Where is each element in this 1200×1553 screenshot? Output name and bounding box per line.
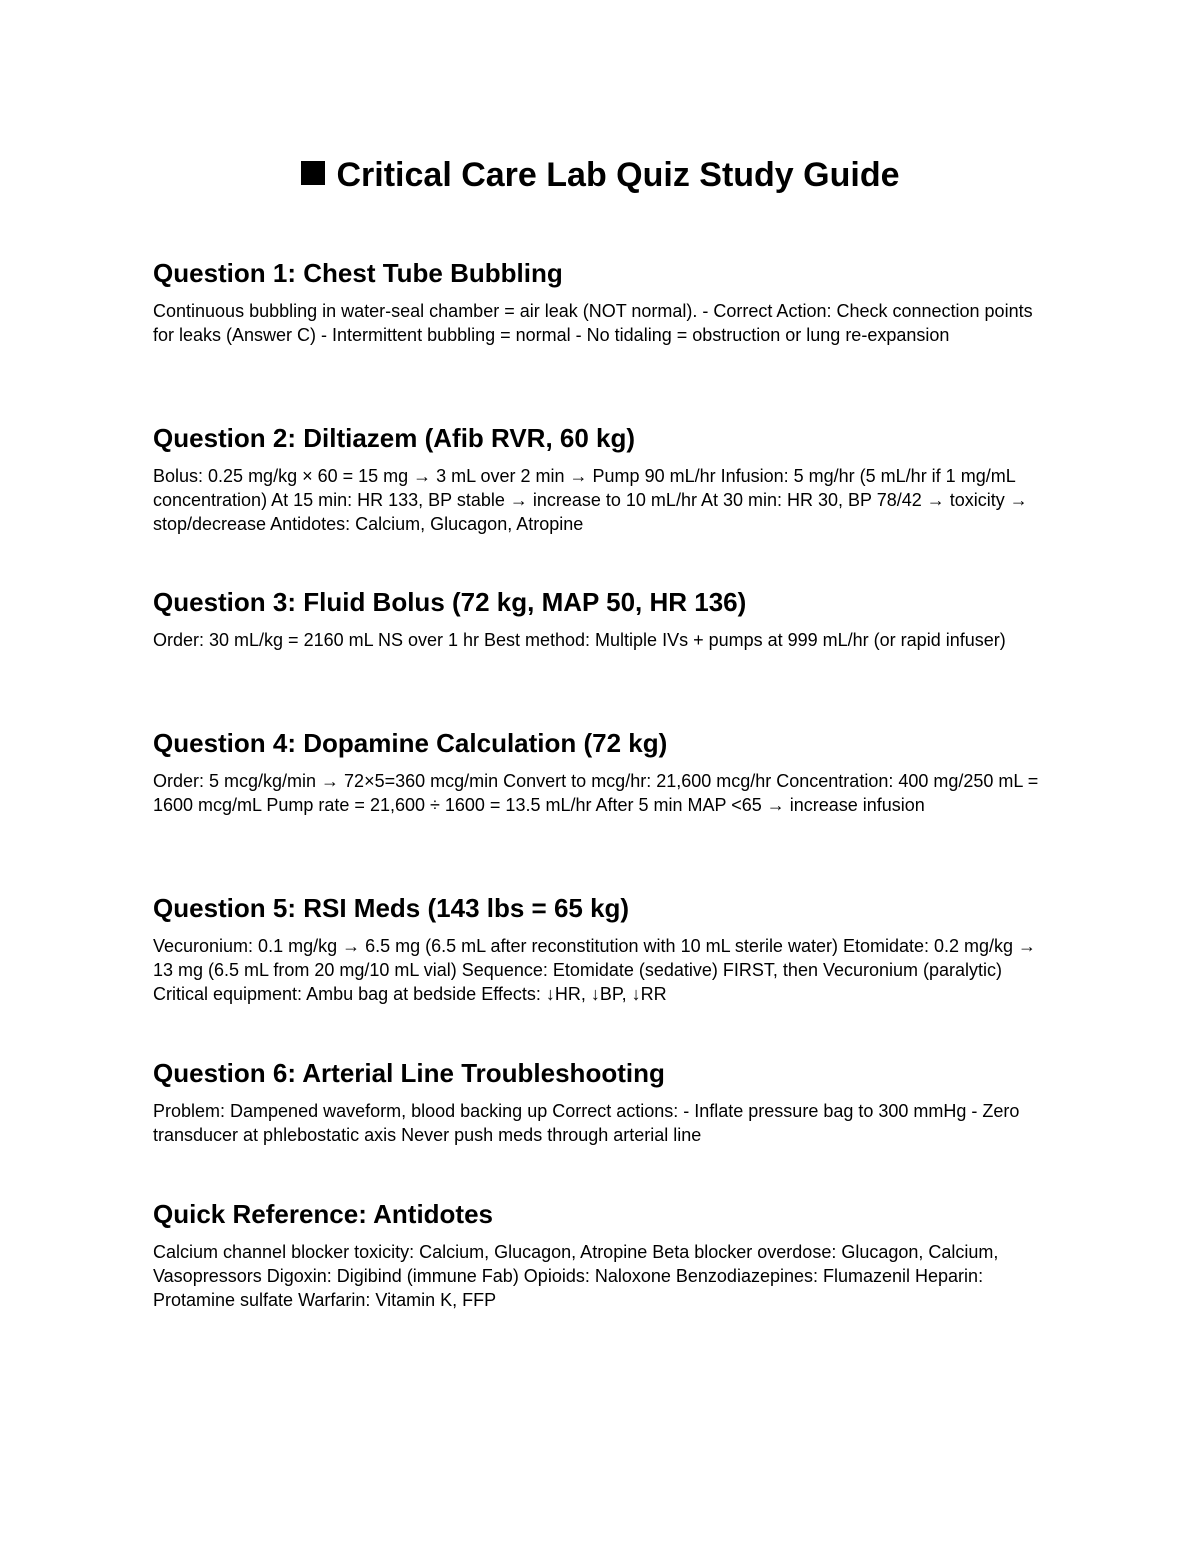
page-title-text: Critical Care Lab Quiz Study Guide — [336, 156, 900, 194]
section-heading: Question 3: Fluid Bolus (72 kg, MAP 50, HR 136) — [153, 587, 747, 617]
section-question-2 — [153, 421, 1053, 536]
section-question-5 — [153, 891, 1053, 1006]
section-question-1 — [153, 256, 1053, 347]
black-square-icon — [301, 161, 325, 185]
section-heading: Quick Reference: Antidotes — [153, 1199, 494, 1229]
section-heading: Question 4: Dopamine Calculation (72 kg) — [153, 728, 668, 758]
section-question-3 — [153, 585, 1053, 652]
section-question-4 — [153, 726, 1053, 817]
section-heading: Question 6: Arterial Line Troubleshooting — [153, 1058, 665, 1088]
section-body: Order: 5 mcg/kg/min → 72×5=360 mcg/min Convert to mcg/hr: 21,600 mcg/hr Concentration: 400 mg/250 mL = 1600 mcg/mL Pump rate = 21,600 ÷ 1600 = 13.5 mL/hr After 5 min MAP <65 → increase infusion — [153, 771, 1039, 815]
section-quick-reference-antidotes — [153, 1197, 1053, 1312]
section-heading: Question 5: RSI Meds (143 lbs = 65 kg) — [153, 893, 630, 923]
section-body: Bolus: 0.25 mg/kg × 60 = 15 mg → 3 mL over 2 min → Pump 90 mL/hr Infusion: 5 mg/hr (5 mL/hr if 1 mg/mL concentration) At 15 min: HR 133, BP stable → increase to 10 mL/hr At 30 min: HR 30, BP 78/42 → toxicity → stop/decrease Antidotes: Calcium, Glucagon, Atropine — [153, 466, 1028, 534]
section-body: Calcium channel blocker toxicity: Calcium, Glucagon, Atropine Beta blocker overdose: Glucagon, Calcium, Vasopressors Digoxin: Digibind (immune Fab) Opioids: Naloxone Benzodiazepines: Flumazenil Heparin: Protamine sulfate Warfarin: Vitamin K, FFP — [153, 1242, 999, 1310]
section-body: Vecuronium: 0.1 mg/kg → 6.5 mg (6.5 mL after reconstitution with 10 mL sterile water) Etomidate: 0.2 mg/kg → 13 mg (6.5 mL from 20 mg/10 mL vial) Sequence: Etomidate (sedative) FIRST, then Vecuronium (paralytic) Critical equipment: Ambu bag at bedside Effects: ↓HR, ↓BP, ↓RR — [153, 936, 1037, 1004]
section-heading: Question 2: Diltiazem (Afib RVR, 60 kg) — [153, 423, 636, 453]
section-question-6 — [153, 1056, 1053, 1147]
section-body: Order: 30 mL/kg = 2160 mL NS over 1 hr Best method: Multiple IVs + pumps at 999 mL/hr (or rapid infuser) — [153, 630, 1006, 650]
page-title — [0, 152, 1200, 198]
section-body: Problem: Dampened waveform, blood backing up Correct actions: - Inflate pressure bag to 300 mmHg - Zero transducer at phlebostatic axis Never push meds through arterial line — [153, 1101, 1020, 1145]
section-heading: Question 1: Chest Tube Bubbling — [153, 258, 563, 288]
section-body: Continuous bubbling in water-seal chamber = air leak (NOT normal). - Correct Action: Check connection points for leaks (Answer C) - Intermittent bubbling = normal - No tidaling = obstruction or lung re-expansion — [153, 301, 1033, 345]
